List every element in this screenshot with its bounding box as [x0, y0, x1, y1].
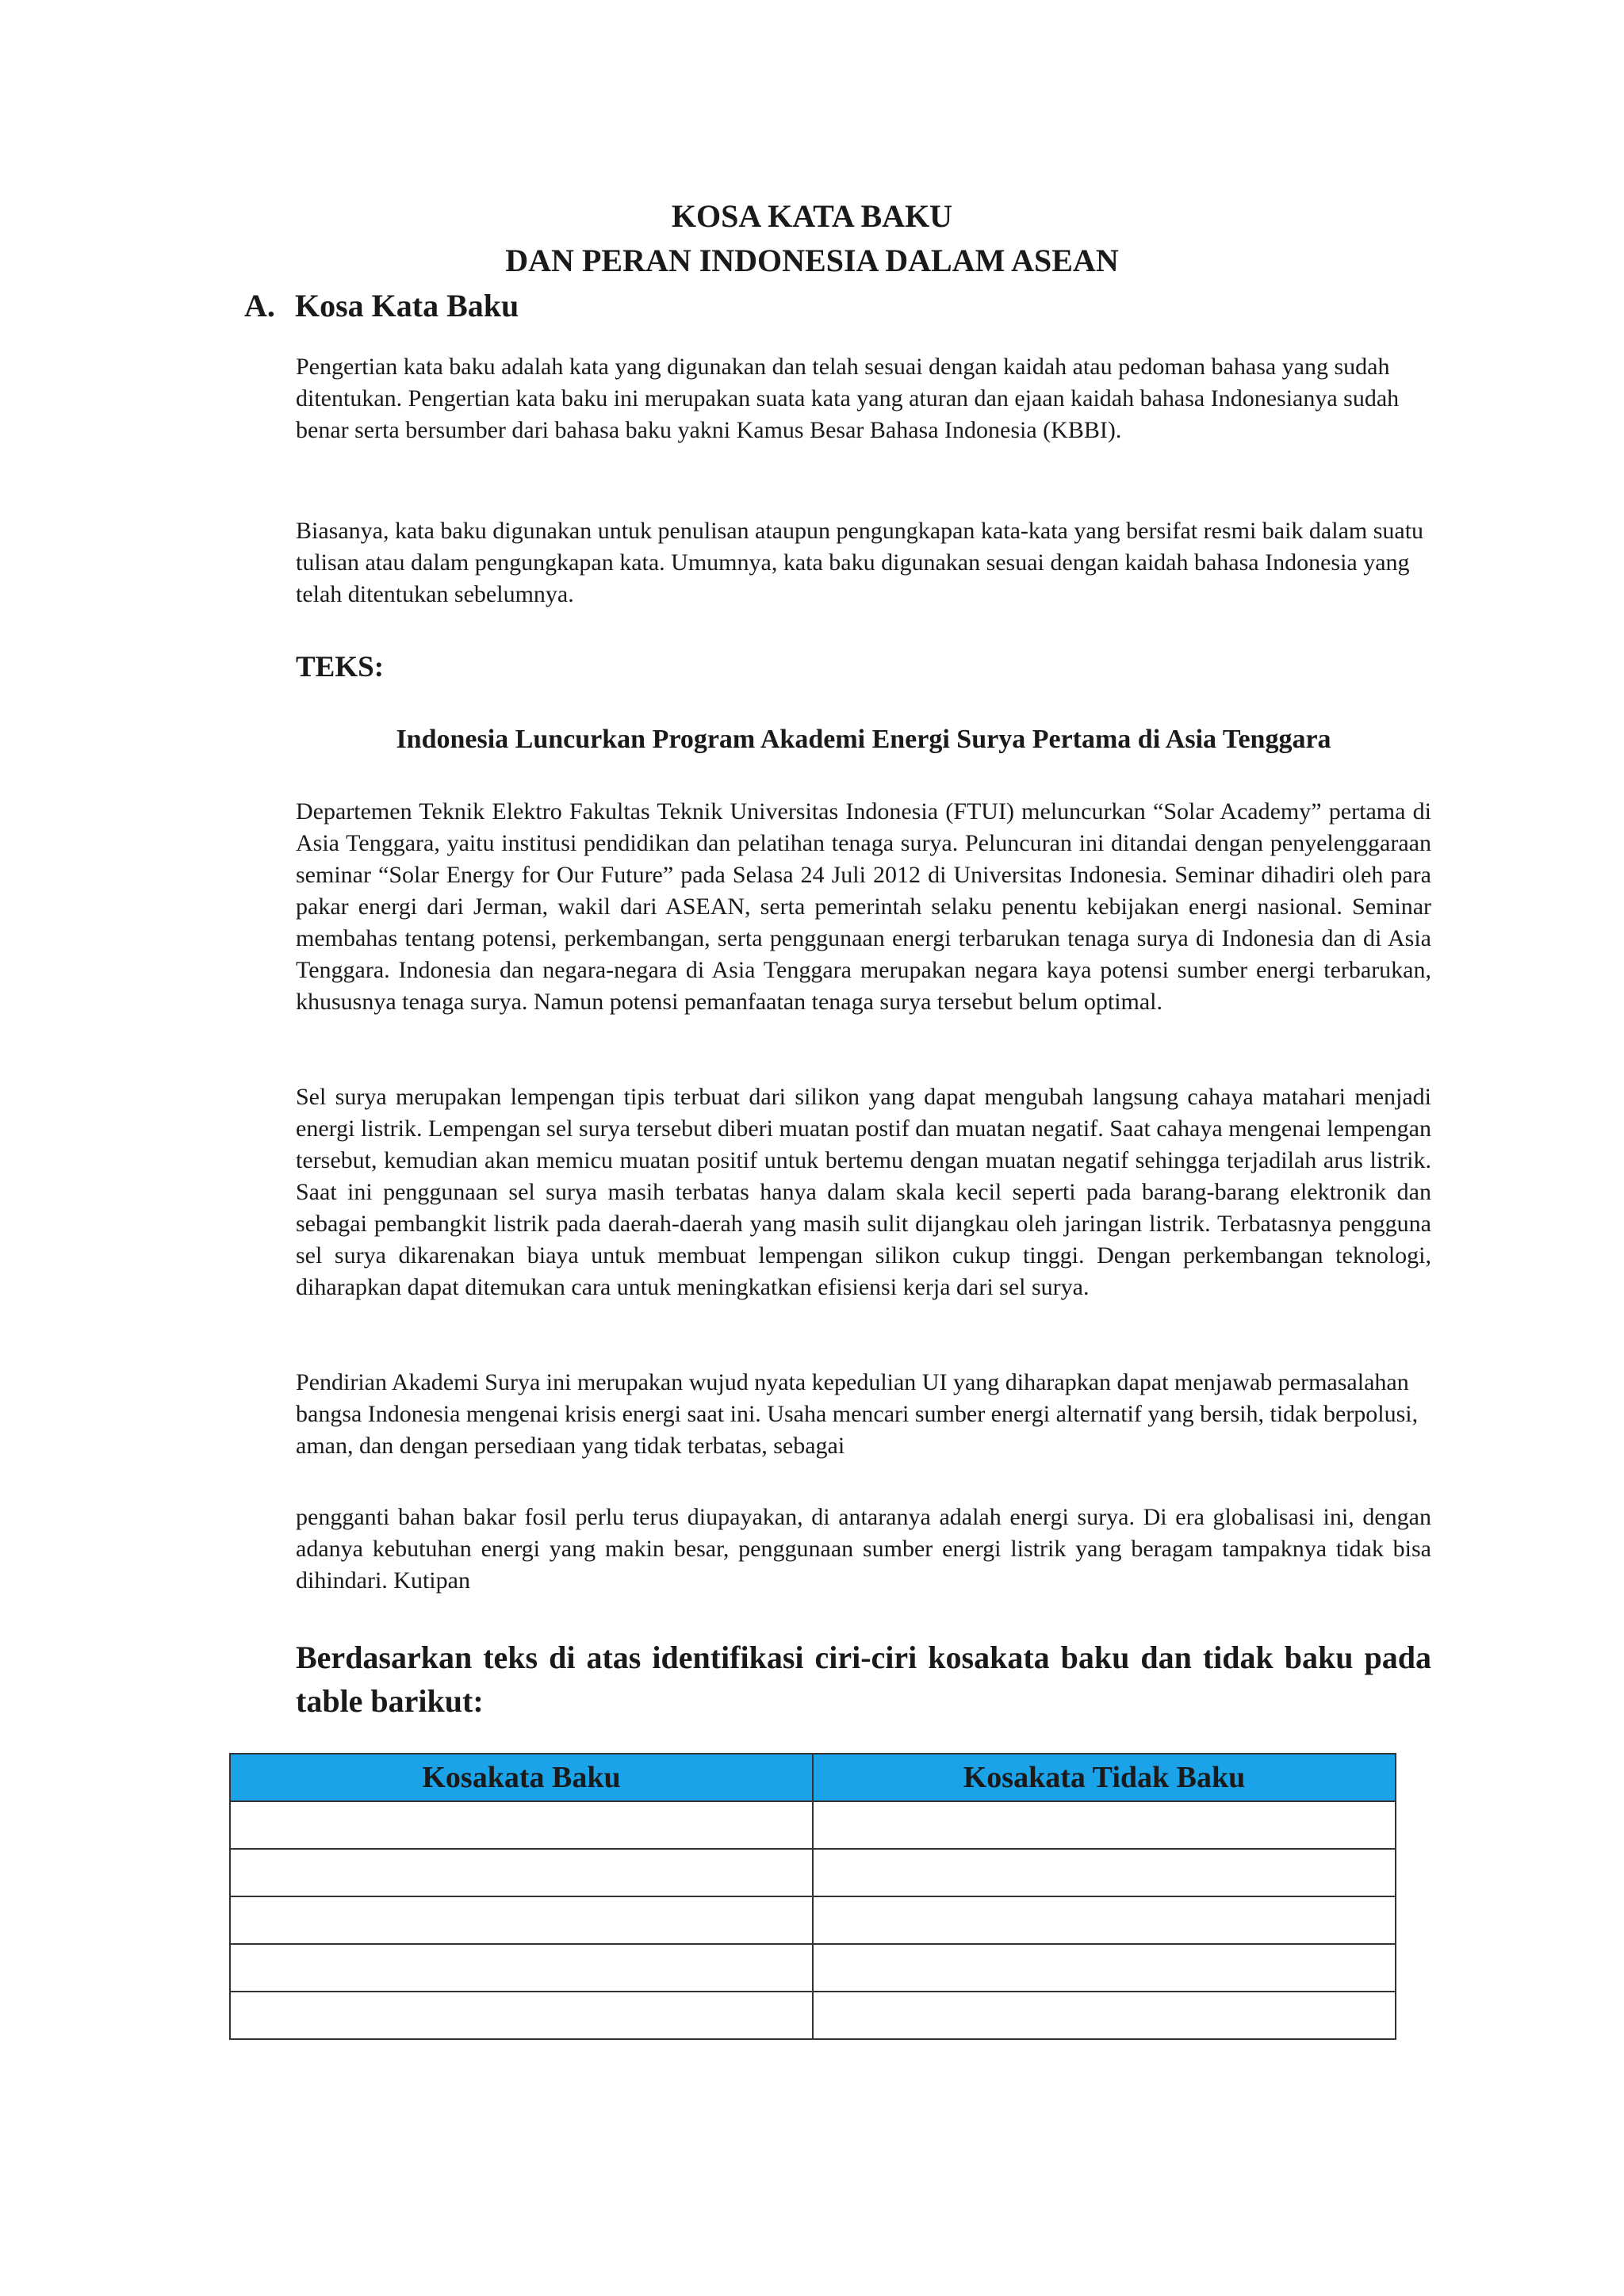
section-a-heading — [244, 285, 519, 327]
table-row — [230, 1849, 1396, 1896]
column-header-tidak-baku: Kosakata Tidak Baku — [813, 1754, 1396, 1801]
section-a-letter: A. — [244, 288, 275, 323]
column-header-baku: Kosakata Baku — [230, 1754, 813, 1801]
article-paragraph-3: Pendirian Akademi Surya ini merupakan wujud nyata kepedulian UI yang diharapkan dapat menjawab permasalahan bangsa Indonesia mengenai krisis energi saat ini. Usaha mencari sumber energi alternatif yang bersih, tidak berpolusi, aman, dan dengan persediaan yang tidak terbatas, sebagai — [296, 1369, 1419, 1459]
table-cell-baku[interactable] — [230, 1944, 813, 1992]
table-row — [230, 1944, 1396, 1992]
article-title: Indonesia Luncurkan Program Akademi Energi Surya Pertama di Asia Tenggara — [396, 725, 1331, 754]
table-row — [230, 1801, 1396, 1849]
article-paragraph-4: pengganti bahan bakar fosil perlu terus diupayakan, di antaranya adalah energi surya. Di era globalisasi ini, dengan adanya kebutuhan energi yang makin besar, penggunaan sumber energi listrik yang beragam tampaknya tidak bisa dihindari. Kutipan — [296, 1504, 1431, 1594]
table-header-row — [230, 1754, 1396, 1801]
document-title-line-1: KOSA KATA BAKU — [671, 198, 953, 234]
table-row — [230, 1896, 1396, 1944]
table-cell-tidak-baku[interactable] — [813, 1896, 1396, 1944]
table-cell-baku[interactable] — [230, 1992, 813, 2039]
section-a-title: Kosa Kata Baku — [295, 288, 519, 323]
table-cell-tidak-baku[interactable] — [813, 1944, 1396, 1992]
article-paragraph-1: Departemen Teknik Elektro Fakultas Teknik Universitas Indonesia (FTUI) meluncurkan “Solar Academy” pertama di Asia Tenggara, yaitu institusi pendidikan dan pelatihan tenaga surya. Peluncuran ini ditandai dengan penyelenggaraan seminar “Solar Energy for Our Future” pada Selasa 24 Juli 2012 di Universitas Indonesia. Seminar dihadiri oleh para pakar energi dari Jerman, wakil dari ASEAN, serta pemerintah selaku penentu kebijakan energi nasional. Seminar membahas tentang potensi, perkembangan, serta penggunaan energi terbarukan tenaga surya di Indonesia dan di Asia Tenggara. Indonesia dan negara-negara di Asia Tenggara merupakan negara kaya potensi sumber energi terbarukan, khususnya tenaga surya. Namun potensi pemanfaatan tenaga surya tersebut belum optimal. — [296, 798, 1431, 1015]
usage-paragraph: Biasanya, kata baku digunakan untuk penulisan ataupun pengungkapan kata-kata yang bersifat resmi baik dalam suatu tulisan atau dalam pengungkapan kata. Umumnya, kata baku digunakan sesuai dengan kaidah bahasa Indonesia yang telah ditentukan sebelumnya. — [296, 518, 1424, 607]
table-cell-baku[interactable] — [230, 1896, 813, 1944]
table-cell-tidak-baku[interactable] — [813, 1801, 1396, 1849]
table-row — [230, 1992, 1396, 2039]
task-instruction: Berdasarkan teks di atas identifikasi ciri-ciri kosakata baku dan tidak baku pada table barikut: — [296, 1640, 1431, 1719]
table-cell-tidak-baku[interactable] — [813, 1992, 1396, 2039]
table-cell-baku[interactable] — [230, 1849, 813, 1896]
table-cell-baku[interactable] — [230, 1801, 813, 1849]
article-paragraph-2: Sel surya merupakan lempengan tipis terbuat dari silikon yang dapat mengubah langsung cahaya matahari menjadi energi listrik. Lempengan sel surya tersebut diberi muatan postif dan muatan negatif. Saat cahaya mengenai lempengan tersebut, kemudian akan memicu muatan positif untuk bertemu dengan muatan negatif sehingga terjadilah arus listrik. Saat ini penggunaan sel surya masih terbatas hanya dalam skala kecil seperti pada barang-barang elektronik dan sebagai pembangkit listrik pada daerah-daerah yang masih sulit dijangkau oleh jaringan listrik. Terbatasnya pengguna sel surya dikarenakan biaya untuk membuat lempengan silikon cukup tinggi. Dengan perkembangan teknologi, diharapkan dapat ditemukan cara untuk meningkatkan efisiensi kerja dari sel surya. — [296, 1084, 1431, 1300]
vocabulary-table — [229, 1753, 1396, 2040]
teks-label: TEKS: — [296, 651, 385, 683]
document-title-line-2: DAN PERAN INDONESIA DALAM ASEAN — [505, 243, 1119, 278]
definition-paragraph: Pengertian kata baku adalah kata yang digunakan dan telah sesuai dengan kaidah atau pedoman bahasa yang sudah ditentukan. Pengertian kata baku ini merupakan suata kata yang aturan dan ejaan kaidah bahasa Indonesianya sudah benar serta bersumber dari bahasa baku yakni Kamus Besar Bahasa Indonesia (KBBI). — [296, 354, 1400, 443]
table-cell-tidak-baku[interactable] — [813, 1849, 1396, 1896]
